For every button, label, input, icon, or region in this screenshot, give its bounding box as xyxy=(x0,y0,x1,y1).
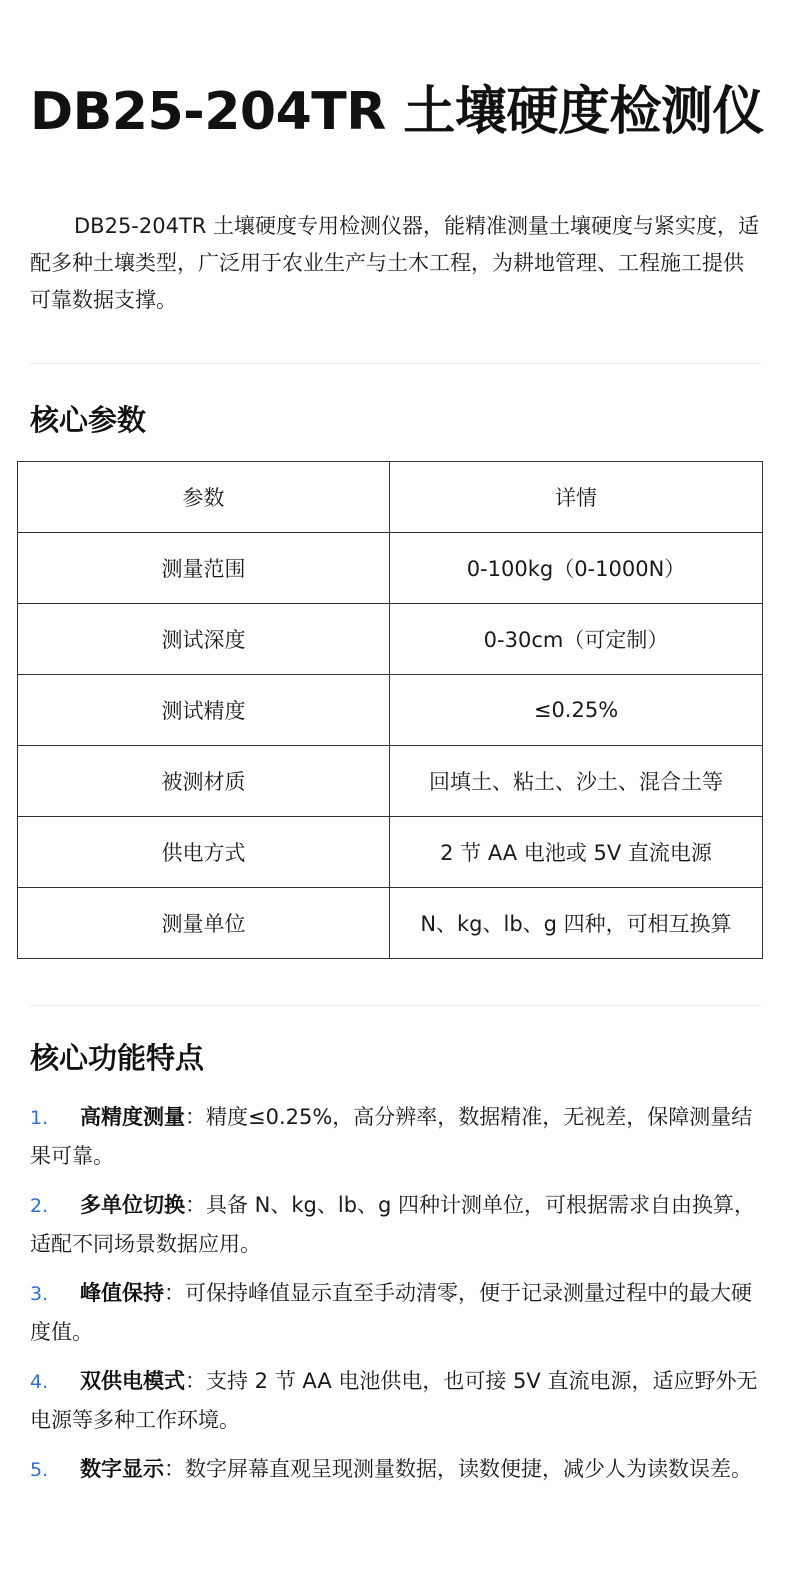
param-value-cell: 2 节 AA 电池或 5V 直流电源 xyxy=(390,817,763,888)
list-number: 3. xyxy=(30,1283,49,1305)
param-value-cell: ≤0.25% xyxy=(390,675,763,746)
list-number: 4. xyxy=(30,1371,49,1393)
feature-name: 双供电模式 xyxy=(80,1369,185,1393)
table-row xyxy=(18,746,763,817)
section-divider xyxy=(30,363,761,364)
param-value-cell: 回填土、粘土、沙土、混合土等 xyxy=(390,746,763,817)
list-number: 2. xyxy=(30,1195,49,1217)
table-row xyxy=(18,817,763,888)
table-header-param: 参数 xyxy=(18,462,390,533)
table-header-detail: 详情 xyxy=(390,462,763,533)
list-item xyxy=(30,1362,761,1439)
features-section-title: 核心功能特点 xyxy=(30,1041,205,1075)
feature-text: ：支持 2 节 AA 电池供电，也可接 5V 直流电源，适应野外无电源等多种工作环境。 xyxy=(30,1369,758,1432)
feature-text: ：数字屏幕直观呈现测量数据，读数便捷，减少人为读数误差。 xyxy=(164,1457,752,1481)
param-value-cell: 0-100kg（0-1000N） xyxy=(390,533,763,604)
list-item xyxy=(30,1450,761,1489)
params-section-title: 核心参数 xyxy=(30,403,147,437)
feature-text: ：精度≤0.25%，高分辨率，数据精准，无视差，保障测量结果可靠。 xyxy=(30,1105,753,1168)
list-item xyxy=(30,1098,761,1175)
param-value-cell: N、kg、lb、g 四种，可相互换算 xyxy=(390,888,763,959)
param-value-cell: 0-30cm（可定制） xyxy=(390,604,763,675)
feature-text: ：具备 N、kg、lb、g 四种计测单位，可根据需求自由换算，适配不同场景数据应用。 xyxy=(30,1193,756,1256)
param-name-cell: 测试深度 xyxy=(18,604,390,675)
list-number: 5. xyxy=(30,1459,49,1481)
param-name-cell: 测试精度 xyxy=(18,675,390,746)
params-table xyxy=(17,461,763,959)
table-row xyxy=(18,888,763,959)
feature-name: 高精度测量 xyxy=(80,1105,185,1129)
intro-paragraph: DB25-204TR 土壤硬度专用检测仪器，能精准测量土壤硬度与紧实度，适配多种土壤类型，广泛用于农业生产与土木工程，为耕地管理、工程施工提供可靠数据支撑。 xyxy=(30,214,760,312)
param-name-cell: 供电方式 xyxy=(18,817,390,888)
features-list xyxy=(30,1098,761,1489)
page-title: DB25-204TR 土壤硬度检测仪 xyxy=(30,82,764,142)
table-row xyxy=(18,533,763,604)
list-item xyxy=(30,1186,761,1263)
list-item xyxy=(30,1274,761,1351)
features-section xyxy=(30,1005,761,1500)
param-name-cell: 测量范围 xyxy=(18,533,390,604)
param-name-cell: 被测材质 xyxy=(18,746,390,817)
table-row xyxy=(18,675,763,746)
feature-name: 数字显示 xyxy=(80,1457,164,1481)
feature-text: ：可保持峰值显示直至手动清零，便于记录测量过程中的最大硬度值。 xyxy=(30,1281,752,1344)
param-name-cell: 测量单位 xyxy=(18,888,390,959)
section-divider xyxy=(30,1005,761,1006)
feature-name: 多单位切换 xyxy=(80,1193,185,1217)
list-number: 1. xyxy=(30,1107,49,1129)
table-header-row xyxy=(18,462,763,533)
table-row xyxy=(18,604,763,675)
feature-name: 峰值保持 xyxy=(80,1281,164,1305)
product-page xyxy=(0,0,791,440)
